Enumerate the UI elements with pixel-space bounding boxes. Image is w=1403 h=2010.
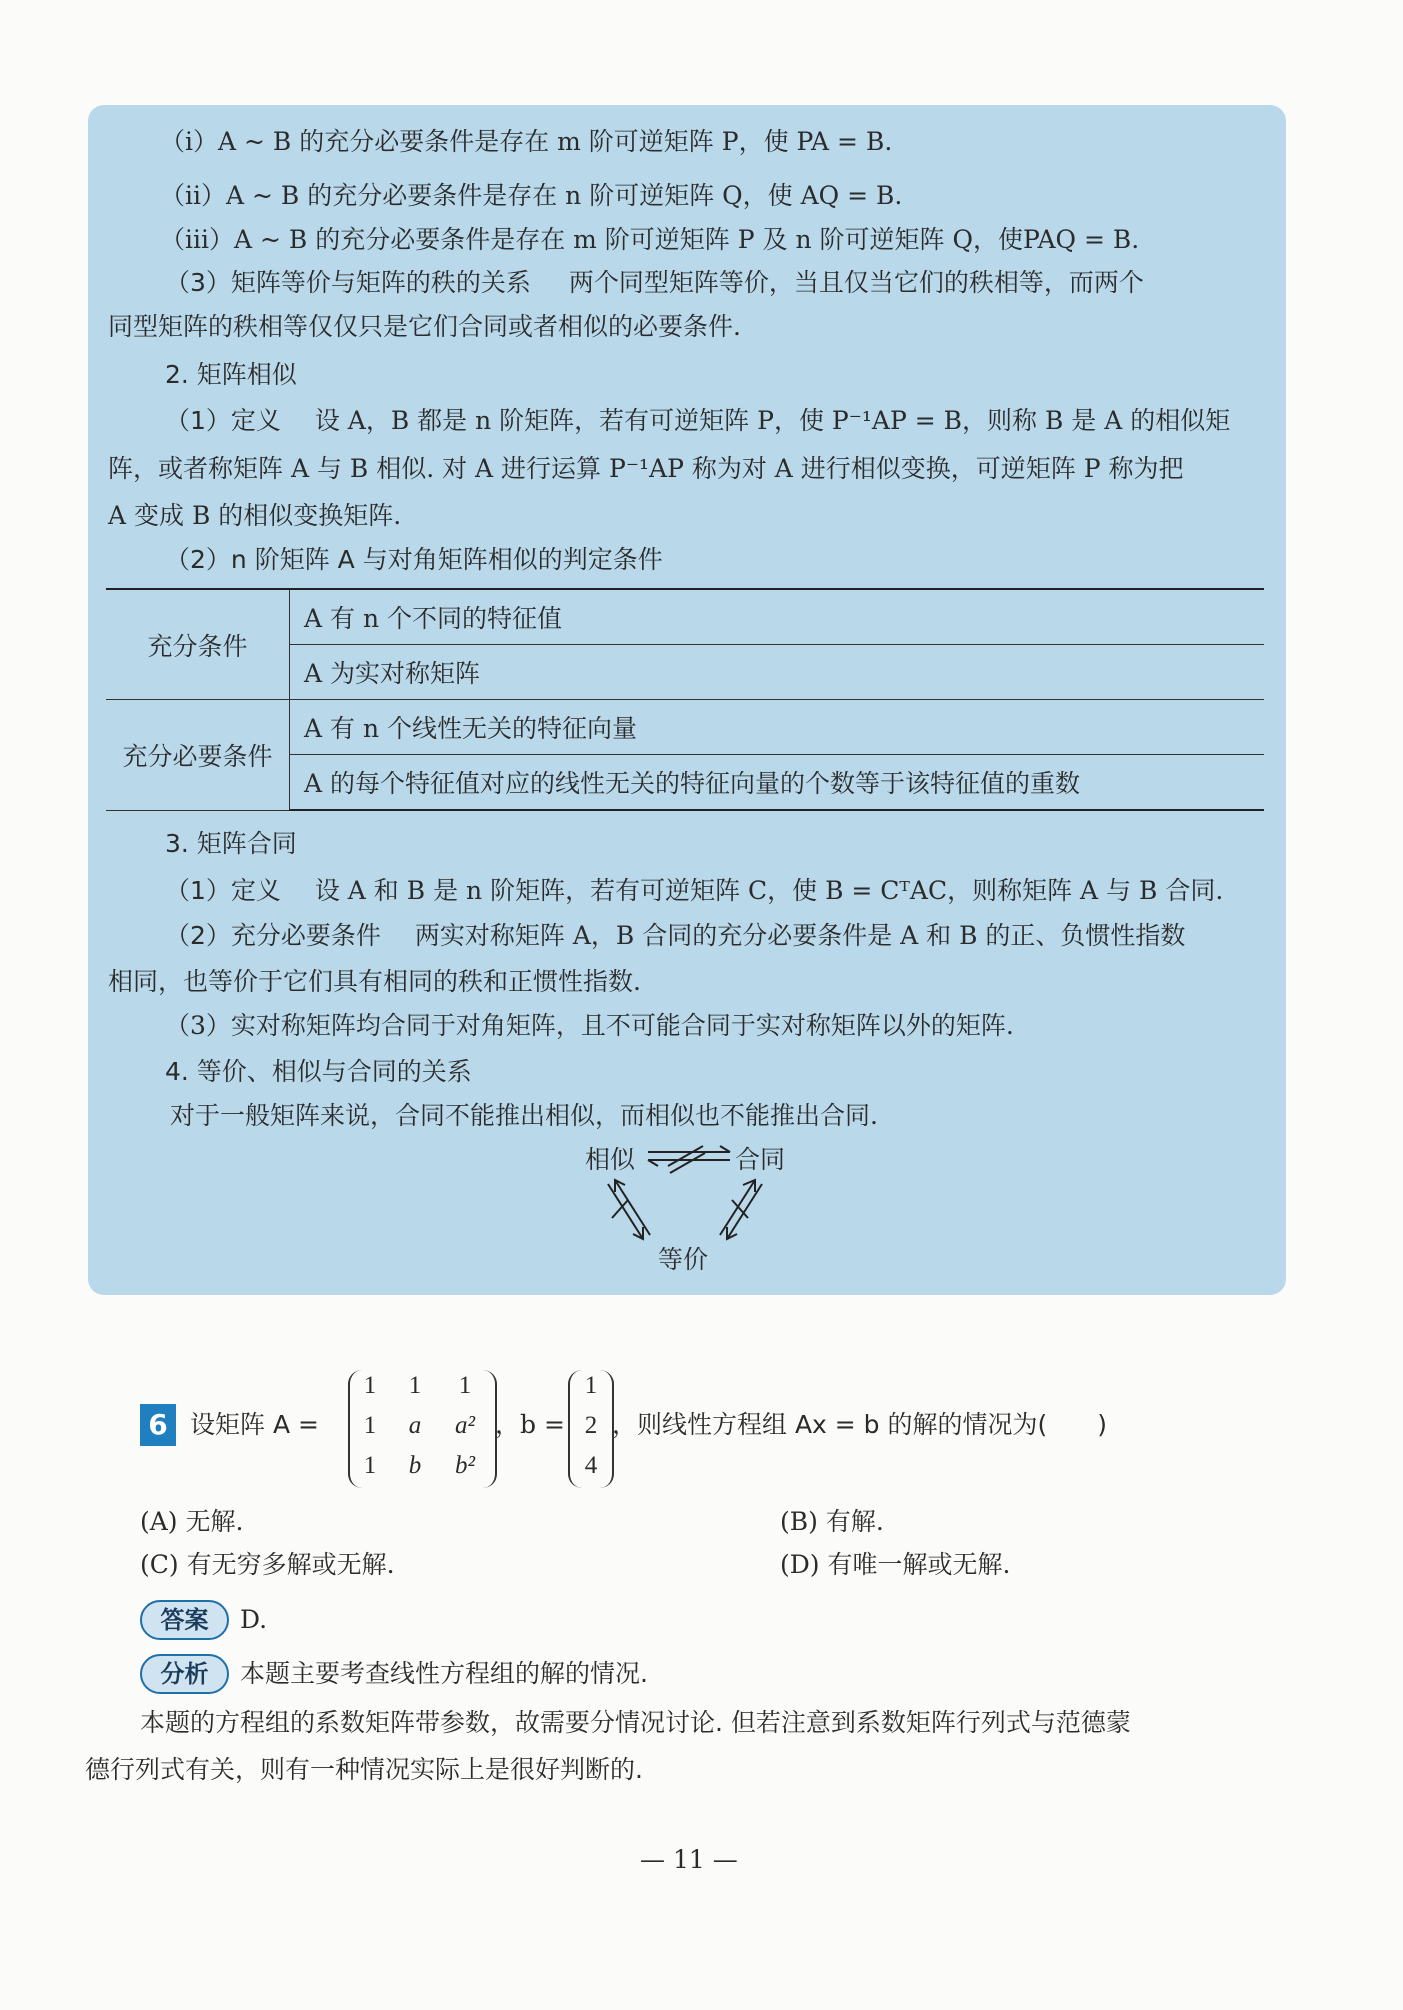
section-subheading: （3）矩阵等价与矩阵的秩的关系 xyxy=(165,268,531,297)
similarity-definition xyxy=(165,403,1230,439)
relation-arrows xyxy=(570,1140,790,1280)
option-C: (C) 有无穷多解或无解. xyxy=(140,1550,395,1579)
condition-label: （2）充分必要条件 xyxy=(165,921,381,950)
equivalence-rank-heading xyxy=(165,265,1144,301)
table-cell: A 有 n 个线性无关的特征向量 xyxy=(290,700,1265,755)
relations-text: 对于一般矩阵来说，合同不能推出相似，而相似也不能推出合同. xyxy=(170,1101,878,1130)
matrix-cell: 1 xyxy=(408,1372,422,1399)
analysis-para-1: 本题的方程组的系数矩阵带参数，故需要分情况讨论. 但若注意到系数矩阵行列式与范德蒙 xyxy=(140,1708,1131,1737)
answer-text: D. xyxy=(240,1605,268,1634)
vector-b xyxy=(568,1370,614,1488)
label-similar: 相似 xyxy=(585,1145,636,1174)
vector-b-label: ，b = xyxy=(495,1410,565,1439)
category-necessary-sufficient: 充分必要条件 xyxy=(106,700,290,811)
table-cell: A 的每个特征值对应的线性无关的特征向量的个数等于该特征值的重数 xyxy=(290,755,1265,811)
table-row xyxy=(106,700,1264,755)
definition-line-2: 阵，或者称矩阵 A 与 B 相似. 对 A 进行运算 P⁻¹AP 称为对 A 进行相似变换，可逆矩阵 P 称为把 xyxy=(108,454,1184,483)
label-equivalent: 等价 xyxy=(658,1245,709,1274)
paragraph-continuation: 同型矩阵的秩相等仅仅只是它们合同或者相似的必要条件. xyxy=(108,312,741,341)
condition-text: 两实对称矩阵 A，B 合同的充分必要条件是 A 和 B 的正、负惯性指数 xyxy=(414,921,1186,950)
definition-label: （1）定义 xyxy=(165,876,281,905)
text-line-1: （ⅰ）A ~ B 的充分必要条件是存在 m 阶可逆矩阵 P，使 PA = B. xyxy=(160,127,893,156)
label-congruent: 合同 xyxy=(735,1145,786,1174)
page-number: — 11 — xyxy=(640,1845,738,1874)
congruence-condition xyxy=(165,918,1185,954)
text-line-2: （ⅱ）A ~ B 的充分必要条件是存在 n 阶可逆矩阵 Q，使 AQ = B. xyxy=(160,181,903,210)
matrix-cell: b² xyxy=(455,1452,475,1479)
question-lead: 设矩阵 A = xyxy=(190,1410,319,1439)
matrix-A xyxy=(348,1370,497,1488)
matrix-cell: 1 xyxy=(363,1452,377,1479)
vector-cell: 4 xyxy=(584,1452,598,1479)
matrix-cell: 1 xyxy=(458,1372,472,1399)
diagonalizable-criteria-heading: （2）n 阶矩阵 A 与对角矩阵相似的判定条件 xyxy=(165,545,663,574)
matrix-cell: 1 xyxy=(363,1372,377,1399)
congruence-definition xyxy=(165,873,1223,909)
matrix-cell: 1 xyxy=(363,1412,377,1439)
table-cell: A 有 n 个不同的特征值 xyxy=(290,589,1265,645)
analysis-label: 分析 xyxy=(140,1654,229,1694)
section-heading-similarity: 2. 矩阵相似 xyxy=(165,360,297,389)
matrix-cell: a² xyxy=(455,1412,475,1439)
analysis-text: 本题主要考查线性方程组的解的情况. xyxy=(240,1659,648,1688)
definition-text: 设 A 和 B 是 n 阶矩阵，若有可逆矩阵 C，使 B = CᵀAC，则称矩阵 A 与 B 合同. xyxy=(314,876,1224,905)
analysis-para-2: 德行列式有关，则有一种情况实际上是很好判断的. xyxy=(85,1755,643,1784)
vector-cell: 2 xyxy=(584,1412,598,1439)
option-A: (A) 无解. xyxy=(140,1507,244,1536)
paragraph-text: 两个同型矩阵等价，当且仅当它们的秩相等，而两个 xyxy=(568,268,1144,297)
question-tail: ，则线性方程组 Ax = b 的解的情况为( ) xyxy=(612,1410,1108,1439)
matrix-cell: a xyxy=(408,1412,422,1439)
congruence-point-3: （3）实对称矩阵均合同于对角矩阵，且不可能合同于实对称矩阵以外的矩阵. xyxy=(165,1011,1014,1040)
definition-line-3: A 变成 B 的相似变换矩阵. xyxy=(108,501,402,530)
vector-cell: 1 xyxy=(584,1372,598,1399)
table-cell: A 为实对称矩阵 xyxy=(290,645,1265,700)
criteria-table xyxy=(106,588,1264,811)
section-heading-congruence: 3. 矩阵合同 xyxy=(165,829,297,858)
definition-text: 设 A，B 都是 n 阶矩阵，若有可逆矩阵 P，使 P⁻¹AP = B，则称 B 是 A 的相似矩 xyxy=(314,406,1231,435)
relation-diagram xyxy=(570,1140,790,1280)
category-sufficient: 充分条件 xyxy=(106,589,290,700)
table-row xyxy=(106,589,1264,645)
definition-label: （1）定义 xyxy=(165,406,281,435)
text-line-3: （ⅲ）A ~ B 的充分必要条件是存在 m 阶可逆矩阵 P 及 n 阶可逆矩阵 Q，使PAQ = B. xyxy=(160,225,1140,254)
option-D: (D) 有唯一解或无解. xyxy=(780,1550,1011,1579)
question-number: 6 xyxy=(140,1404,176,1446)
matrix-cell: b xyxy=(408,1452,422,1479)
section-heading-relations: 4. 等价、相似与合同的关系 xyxy=(165,1057,472,1086)
option-B: (B) 有解. xyxy=(780,1507,884,1536)
answer-label: 答案 xyxy=(140,1600,229,1640)
condition-continuation: 相同，也等价于它们具有相同的秩和正惯性指数. xyxy=(108,967,641,996)
